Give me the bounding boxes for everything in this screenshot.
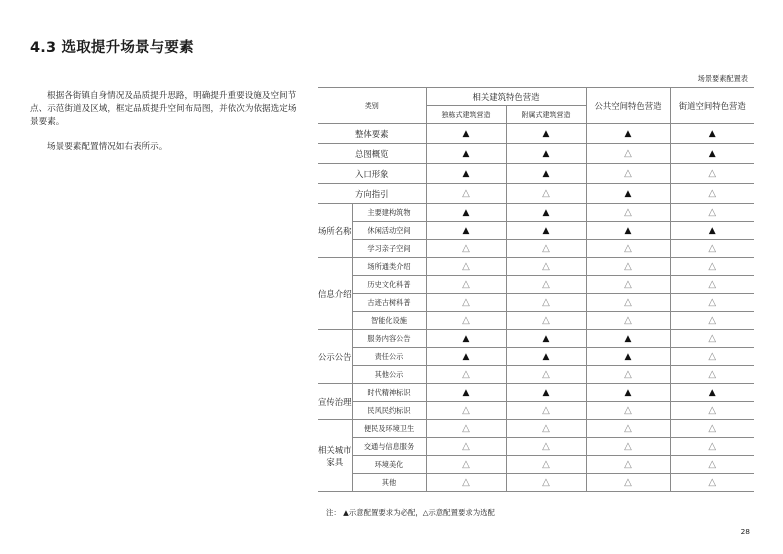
required-triangle-icon: ▲ [670, 222, 754, 240]
table-row [318, 438, 754, 456]
optional-triangle-icon: △ [586, 240, 670, 258]
optional-triangle-icon: △ [670, 312, 754, 330]
required-triangle-icon: ▲ [670, 384, 754, 402]
optional-triangle-icon: △ [506, 366, 586, 384]
optional-triangle-icon: △ [670, 258, 754, 276]
table-row [318, 204, 754, 222]
table-row [318, 258, 754, 276]
optional-triangle-icon: △ [670, 402, 754, 420]
optional-triangle-icon: △ [506, 438, 586, 456]
header-building-group: 相关建筑特色营造 [426, 88, 586, 106]
optional-triangle-icon: △ [506, 184, 586, 204]
row-label: 总图概览 [318, 144, 426, 164]
required-triangle-icon: ▲ [586, 184, 670, 204]
table-row [318, 222, 754, 240]
required-triangle-icon: ▲ [586, 348, 670, 366]
required-triangle-icon: ▲ [506, 124, 586, 144]
required-triangle-icon: ▲ [426, 348, 506, 366]
required-triangle-icon: ▲ [426, 144, 506, 164]
optional-triangle-icon: △ [506, 294, 586, 312]
optional-triangle-icon: △ [586, 366, 670, 384]
group-label: 信息介绍 [318, 258, 352, 330]
table-row [318, 124, 754, 144]
optional-triangle-icon: △ [670, 240, 754, 258]
table-reference-paragraph: 场景要素配置情况如右表所示。 [47, 142, 168, 152]
optional-triangle-icon: △ [586, 312, 670, 330]
optional-triangle-icon: △ [506, 456, 586, 474]
optional-triangle-icon: △ [506, 420, 586, 438]
optional-triangle-icon: △ [586, 164, 670, 184]
required-triangle-icon: ▲ [670, 144, 754, 164]
table-row [318, 312, 754, 330]
table-row [318, 456, 754, 474]
optional-triangle-icon: △ [586, 276, 670, 294]
item-label: 环境美化 [352, 456, 426, 474]
optional-triangle-icon: △ [670, 456, 754, 474]
required-triangle-icon: ▲ [426, 124, 506, 144]
optional-triangle-icon: △ [426, 366, 506, 384]
optional-triangle-icon: △ [670, 438, 754, 456]
required-triangle-icon: ▲ [506, 204, 586, 222]
table-row [318, 348, 754, 366]
group-label: 公示公告 [318, 330, 352, 384]
table-row [318, 330, 754, 348]
optional-triangle-icon: △ [670, 420, 754, 438]
optional-triangle-icon: △ [670, 348, 754, 366]
required-triangle-icon: ▲ [670, 124, 754, 144]
item-label: 时代精神标识 [352, 384, 426, 402]
optional-triangle-icon: △ [506, 312, 586, 330]
table-row [318, 184, 754, 204]
group-label: 相关城市家具 [318, 420, 352, 492]
table-row [318, 276, 754, 294]
optional-triangle-icon: △ [506, 258, 586, 276]
section-title: 4.3 选取提升场景与要素 [30, 40, 194, 56]
header-category: 类别 [318, 88, 426, 124]
optional-triangle-icon: △ [586, 474, 670, 492]
table-row [318, 294, 754, 312]
group-label: 宣传治理 [318, 384, 352, 420]
page-number: 28 [740, 527, 750, 536]
item-label: 智能化设施 [352, 312, 426, 330]
optional-triangle-icon: △ [426, 402, 506, 420]
optional-triangle-icon: △ [670, 330, 754, 348]
table-caption: 场景要素配置表 [697, 74, 748, 83]
optional-triangle-icon: △ [670, 474, 754, 492]
optional-triangle-icon: △ [426, 420, 506, 438]
table-row [318, 384, 754, 402]
optional-triangle-icon: △ [670, 204, 754, 222]
optional-triangle-icon: △ [506, 240, 586, 258]
table-body [318, 124, 754, 492]
optional-triangle-icon: △ [506, 402, 586, 420]
table-row [318, 420, 754, 438]
required-triangle-icon: ▲ [426, 384, 506, 402]
optional-triangle-icon: △ [586, 420, 670, 438]
optional-triangle-icon: △ [670, 184, 754, 204]
required-triangle-icon: ▲ [426, 222, 506, 240]
optional-triangle-icon: △ [426, 312, 506, 330]
header-street-space: 街道空间特色营造 [670, 88, 754, 124]
item-label: 交通与信息服务 [352, 438, 426, 456]
header-attached-building: 附属式建筑营造 [506, 106, 586, 124]
row-label: 入口形象 [318, 164, 426, 184]
optional-triangle-icon: △ [586, 258, 670, 276]
row-label: 方向指引 [318, 184, 426, 204]
required-triangle-icon: ▲ [506, 222, 586, 240]
item-label: 便民及环境卫生 [352, 420, 426, 438]
optional-triangle-icon: △ [586, 144, 670, 164]
item-label: 场所通类介绍 [352, 258, 426, 276]
required-triangle-icon: ▲ [506, 384, 586, 402]
required-triangle-icon: ▲ [426, 204, 506, 222]
optional-triangle-icon: △ [670, 294, 754, 312]
required-triangle-icon: ▲ [586, 384, 670, 402]
table-row [318, 402, 754, 420]
table-row [318, 474, 754, 492]
optional-triangle-icon: △ [426, 240, 506, 258]
optional-triangle-icon: △ [670, 366, 754, 384]
required-triangle-icon: ▲ [586, 222, 670, 240]
row-label: 整体要素 [318, 124, 426, 144]
item-label: 责任公示 [352, 348, 426, 366]
optional-triangle-icon: △ [670, 276, 754, 294]
required-triangle-icon: ▲ [586, 124, 670, 144]
item-label: 服务内容公告 [352, 330, 426, 348]
group-label: 场所名称 [318, 204, 352, 258]
optional-triangle-icon: △ [506, 276, 586, 294]
optional-triangle-icon: △ [426, 294, 506, 312]
intro-paragraph: 根据各街镇自身情况及品质提升思路，明确提升重要设施及空间节点、示范街道及区域，框定品质提升空间布局图，并依次为依据选定场景要素。 [30, 91, 297, 127]
scene-element-table [318, 87, 754, 492]
optional-triangle-icon: △ [670, 164, 754, 184]
optional-triangle-icon: △ [586, 456, 670, 474]
required-triangle-icon: ▲ [506, 330, 586, 348]
optional-triangle-icon: △ [586, 438, 670, 456]
required-triangle-icon: ▲ [506, 144, 586, 164]
optional-triangle-icon: △ [426, 474, 506, 492]
optional-triangle-icon: △ [426, 276, 506, 294]
item-label: 学习亲子空间 [352, 240, 426, 258]
optional-triangle-icon: △ [426, 438, 506, 456]
required-triangle-icon: ▲ [586, 330, 670, 348]
required-triangle-icon: ▲ [426, 164, 506, 184]
table-row [318, 144, 754, 164]
table-row [318, 240, 754, 258]
item-label: 民风民约标识 [352, 402, 426, 420]
required-triangle-icon: ▲ [506, 348, 586, 366]
required-triangle-icon: ▲ [426, 330, 506, 348]
optional-triangle-icon: △ [426, 258, 506, 276]
item-label: 历史文化科普 [352, 276, 426, 294]
item-label: 主要建构筑物 [352, 204, 426, 222]
table-note: 注： ▲示意配置要求为必配，△示意配置要求为选配 [326, 508, 495, 517]
item-label: 古迹古树科普 [352, 294, 426, 312]
optional-triangle-icon: △ [426, 456, 506, 474]
table-row [318, 164, 754, 184]
item-label: 休闲活动空间 [352, 222, 426, 240]
required-triangle-icon: ▲ [506, 164, 586, 184]
optional-triangle-icon: △ [426, 184, 506, 204]
optional-triangle-icon: △ [586, 294, 670, 312]
table-row [318, 366, 754, 384]
item-label: 其他公示 [352, 366, 426, 384]
optional-triangle-icon: △ [506, 474, 586, 492]
header-standalone-building: 独栋式建筑营造 [426, 106, 506, 124]
optional-triangle-icon: △ [586, 402, 670, 420]
optional-triangle-icon: △ [586, 204, 670, 222]
item-label: 其他 [352, 474, 426, 492]
header-public-space: 公共空间特色营造 [586, 88, 670, 124]
